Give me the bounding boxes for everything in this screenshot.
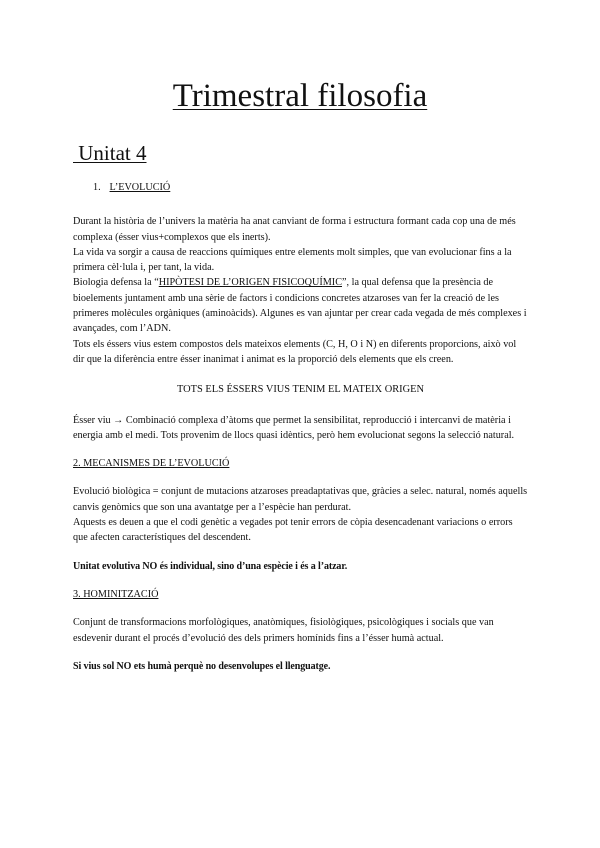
paragraph-living-being: Ésser viu → Combinació complexa d’àtoms que permet la sensibilitat, reproducció i intercanvi de matèria i energia amb el medi. Tots provenim de llocs quasi idèntics, però hem evolucionat segons la selecció natural.: [73, 414, 515, 441]
page-title: Trimestral filosofia: [172, 78, 428, 114]
paragraph-genetic-errors: Aquests es deuen a que el codi genètic a vegades pot tenir errors de còpia desencadenant variacions o errors que afecten característiques del descendent.: [73, 517, 513, 544]
paragraph-hominization: Conjunt de transformacions morfològiques, anatòmiques, fisiològiques, psicològiques i socials que van esdevenir durant el procés d’evolució des dels primers homínids fins a l’ésser humà actual.: [73, 617, 494, 644]
biology-text-before: Biologia defensa la “: [73, 277, 159, 289]
section-1-title: L’EVOLUCIÓ: [109, 182, 171, 193]
section-1-number: 1.: [93, 182, 101, 193]
section-3-heading: 3. HOMINITZACIÓ: [73, 588, 159, 600]
paragraph-elements: Tots els éssers vius estem compostos dels mateixos elements (C, H, O i N) en diferents proporcions, això vol dir que la diferència entre ésser inanimat i animat es la proporció dels elements que els creen.: [73, 338, 517, 365]
document-body: [73, 180, 528, 674]
paragraph-biology: [73, 275, 528, 336]
section-3-bold-statement: Si vius sol NO ets humà perquè no desenvolupes el llenguatge.: [73, 660, 331, 672]
section-2-heading: 2. MECANISMES DE L’EVOLUCIÓ: [73, 458, 230, 470]
section-2-bold-statement: Unitat evolutiva NO és individual, sino d’una espècie i és a l’atzar.: [73, 560, 348, 572]
paragraph-origin-life: La vida va sorgir a causa de reaccions químiques entre elements molt simples, que van evolucionar fins a la primera cèl·lula i, per tant, la vida.: [73, 246, 512, 274]
centered-statement: TOTS ELS ÉSSERS VIUS TENIM EL MATEIX ORIGEN: [177, 384, 424, 396]
paragraph-biological-evolution: Evolució biològica = conjunt de mutacions atzaroses preadaptativas que, gràcies a selec. natural, només aquells canvis genòmics que son una avantatge per a l’espècie han perdurat.: [73, 486, 528, 513]
paragraph-history: Durant la història de l’univers la matèria ha anat canviant de forma i estructura formant cada cop una de més complexa (ésser vius+complexos que els inerts).: [73, 216, 516, 243]
hypothesis-highlight: HIPÒTESI DE L’ORIGEN FISICOQUÍMIC: [158, 277, 342, 289]
biology-text-after: ”, la qual defensa que la presència de bioelements juntament amb una sèrie de factors i condicions concretes atzaroses van fer la creació de les primeres molècules orgàniques (aminoàcids). Algunes es van ajuntar per crear cada vegada de més complexes i avançades, com l’ADN.: [73, 277, 527, 335]
unit-heading: Unitat 4: [73, 141, 147, 165]
section-1-heading: [93, 180, 528, 195]
